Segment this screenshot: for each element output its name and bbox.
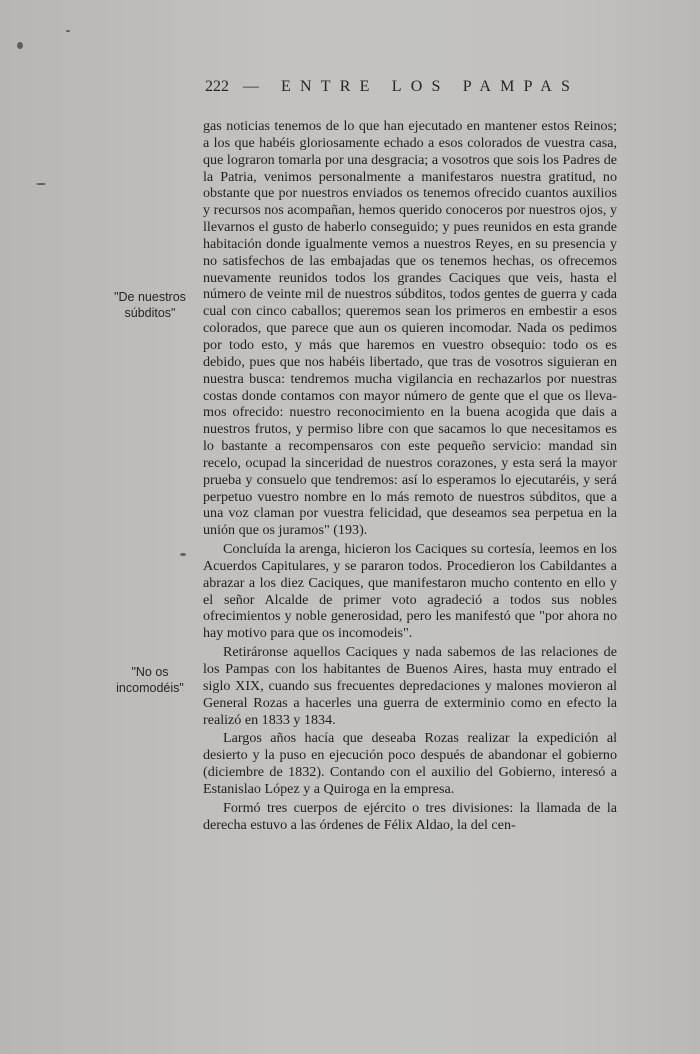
paragraph: Retiráronse aquellos Caciques y nada sabemos de las relaciones de los Pampas con los habitantes de Buenos Aires, hasta muy entrado el siglo XIX, cuando sus frecuentes depredaciones y malones movieron al General Rozas a hacerles una guerra de exterminio como en efecto la realizó en 1833 y 1834.: [203, 644, 617, 728]
margin-note-incomodeis: "No os incomodéis": [116, 665, 184, 695]
paper-speck: [17, 42, 23, 49]
chapter-title: ENTRE LOS PAMPAS: [281, 78, 580, 95]
paragraph: Concluída la arenga, hicieron los Caciques su cortesía, leemos en los Acuerdos Capitulares, y se pararon todos. Procedieron los Cabildantes a abrazar a los diez Caciques, que manifestaron mucho contento en ello y el señor Alcalde de primer voto agradeció a todos sus nobles ofrecimientos y noble generosidad, pero les manifestó que "por ahora no hay motivo para que os incomodeis".: [203, 541, 617, 642]
paragraph-continued: gas noticias tenemos de lo que han ejecutado en mantener estos Reinos; a los que habéis gloriosamente echado a esos colorados de vuestra casa, que lograron tomarla por una desgracia; a vosotros que sois los Padres de la Patria, venimos personalmente a manifestaros nuestra gratitud, no obstante que por nuestros enviados os tenemos ofrecido cuantos auxilios y recursos nos acompañan, hemos querido conoceros por nuestros ojos, y llevarnos el gusto de haberlo conseguido; y pues reunidos en esta grande habitación donde igualmente vemos a nuestros Reyes, en su presencia y no satisfechos de las embajadas que os tenemos hechas, os ofrecemos nuevamente reunidos todos los grandes Caciques que veis, hasta el número de veinte mil de nuestros súbditos, todos gentes de guerra y cada cual con cinco caballos; queremos sean los primeros en embestir a esos colorados, que parece que aun os quieren incomodar. Nada os pedimos por todo esto, y más que haremos en vuestro obsequio: todo os es debido, pues que nos habéis libertado, que tras de vosotros siguieran en nuestra busca: tendremos mucha vigilancia en rechazarlos por nuestras costas donde contamos con mayor número de gente que el que os llevamos ofrecido: nuestro reconocimiento en la buena acogida que dais a nuestros frutos, y permiso libre con que sacamos lo que necesitamos es lo bastante a recompensaros con este pequeño servicio: mandad sin recelo, ocupad la sinceridad de nuestros corazones, y esta será la mayor prueba y consuelo que tendremos: así lo esperamos lo ejecutaréis, y será perpetuo vuestro nombre en lo más remoto de nuestros súbditos, que a una voz claman por vuestra felicidad, que deseamos sea perpetua en la unión que os juramos" (193).: [203, 118, 617, 539]
paper-speck: [66, 30, 70, 32]
paragraph: Largos años hacía que deseaba Rozas realizar la expedición al desierto y la puso en ejecución poco después de abandonar el gobierno (diciembre de 1832). Contando con el auxilio del Gobierno, interesó a Estanislao López y a Quiroga en la empresa.: [203, 730, 617, 797]
paragraph: Formó tres cuerpos de ejército o tres divisiones: la llamada de la derecha estuvo a las órdenes de Félix Aldao, la del cen-: [203, 799, 617, 833]
running-header: [205, 78, 625, 96]
margin-note-subditos: "De nuestros súbditos": [114, 290, 186, 320]
header-dash: —: [243, 78, 259, 95]
body-text: [203, 118, 617, 833]
paper-speck: [36, 183, 46, 185]
page-number: 222: [205, 78, 229, 95]
paper-speck: [180, 553, 186, 556]
